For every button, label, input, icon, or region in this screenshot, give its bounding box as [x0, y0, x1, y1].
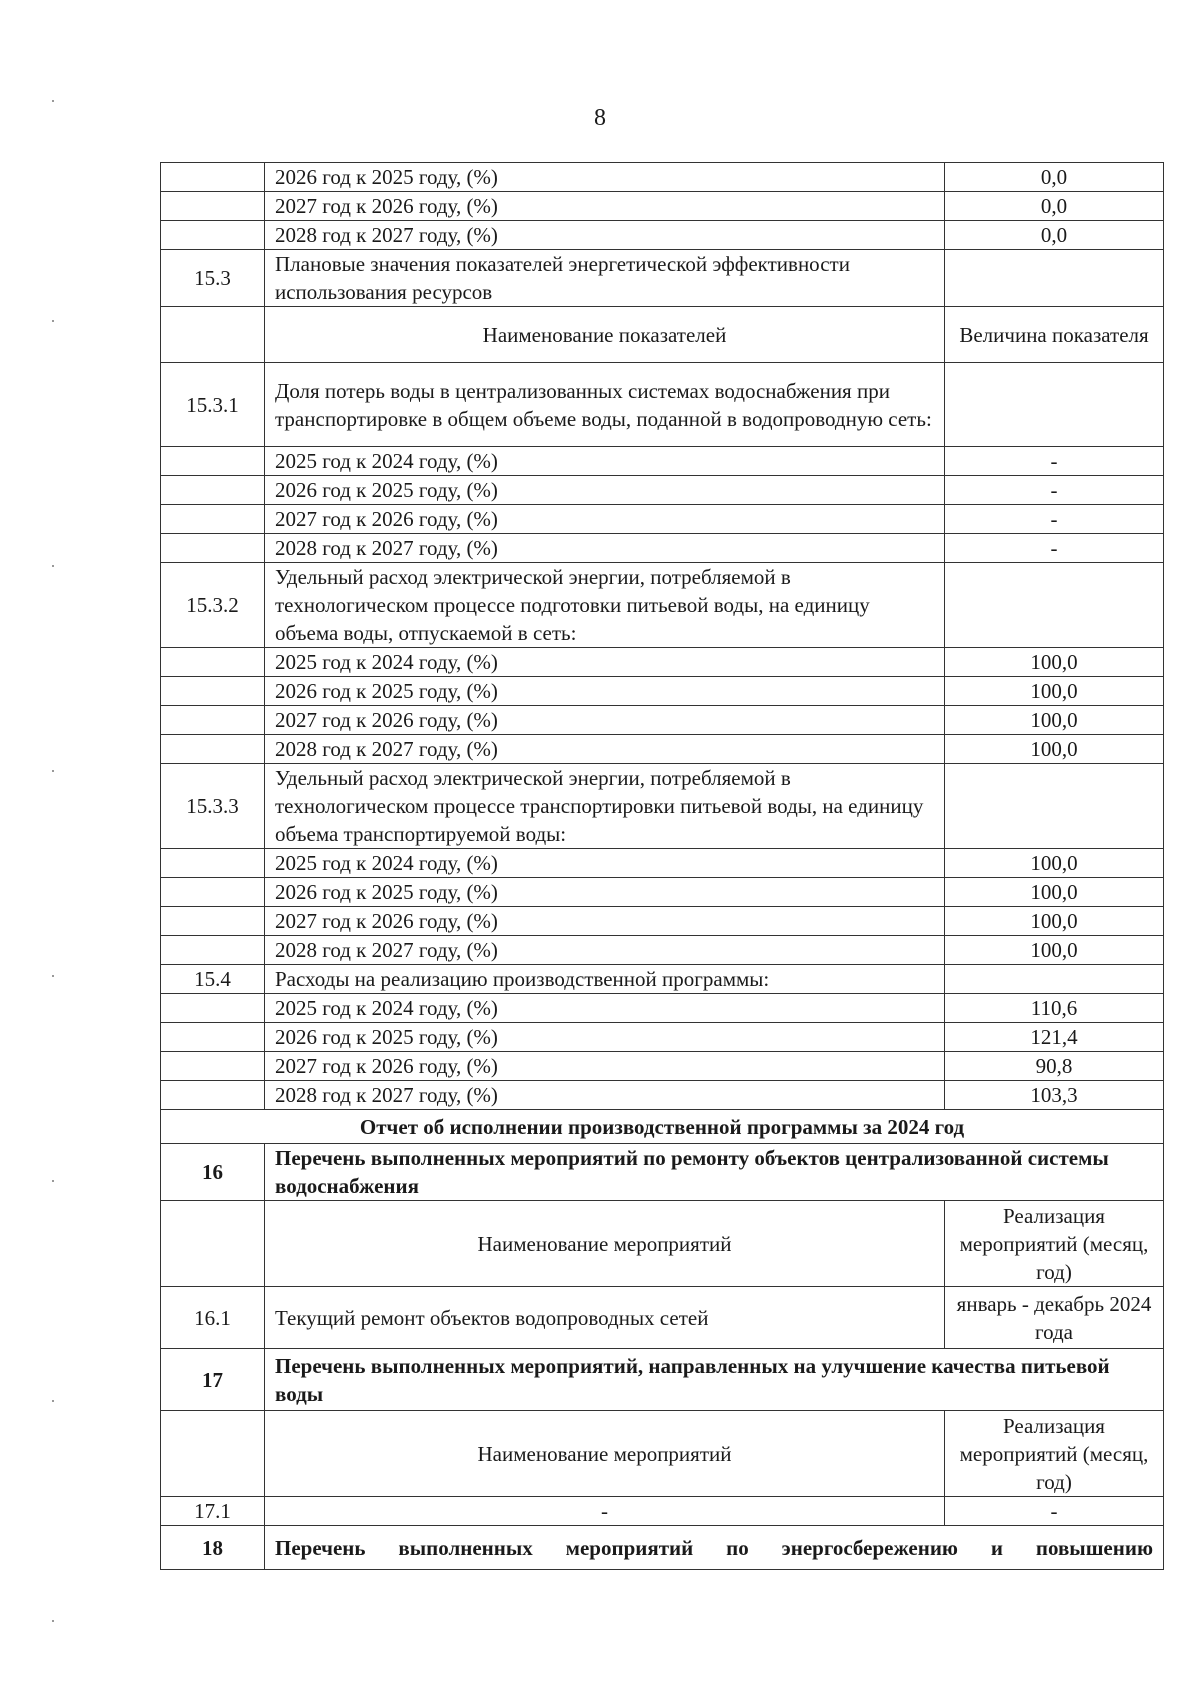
table-row — [161, 1287, 1164, 1349]
table-row — [161, 1052, 1164, 1081]
indicator-name: 2028 год к 2027 году, (%) — [265, 1081, 945, 1110]
indicator-value: январь - декабрь 2024 года — [945, 1287, 1164, 1349]
item-number: 15.3.3 — [161, 764, 265, 849]
item-number — [161, 936, 265, 965]
table-row — [161, 1497, 1164, 1526]
table-row — [161, 1526, 1164, 1570]
item-number — [161, 1052, 265, 1081]
indicator-value: 100,0 — [945, 706, 1164, 735]
item-number — [161, 1411, 265, 1497]
column-header-value: Реализация мероприятий (месяц, год) — [945, 1201, 1164, 1287]
indicator-name: Удельный расход электрической энергии, потребляемой в технологическом процессе транспортировки питьевой воды, на единицу объема транспортируемой воды: — [265, 764, 945, 849]
scan-speck — [52, 1620, 54, 1622]
indicator-name: 2028 год к 2027 году, (%) — [265, 534, 945, 563]
table-row — [161, 1411, 1164, 1497]
item-number: 15.4 — [161, 965, 265, 994]
table-row — [161, 878, 1164, 907]
table-row — [161, 534, 1164, 563]
table-row — [161, 563, 1164, 648]
table-row — [161, 1023, 1164, 1052]
item-number: 15.3 — [161, 250, 265, 307]
table-row — [161, 476, 1164, 505]
indicator-name: 2027 год к 2026 году, (%) — [265, 907, 945, 936]
table-row — [161, 965, 1164, 994]
table-row — [161, 936, 1164, 965]
item-number: 15.3.1 — [161, 363, 265, 447]
indicator-name: 2026 год к 2025 году, (%) — [265, 878, 945, 907]
table-row — [161, 221, 1164, 250]
indicator-name: 2028 год к 2027 году, (%) — [265, 221, 945, 250]
table-row — [161, 849, 1164, 878]
scan-speck — [52, 1180, 54, 1182]
item-number — [161, 849, 265, 878]
item-number — [161, 1023, 265, 1052]
section-title: Перечень выполненных мероприятий, направленных на улучшение качества питьевой воды — [265, 1349, 1164, 1411]
table-row — [161, 163, 1164, 192]
item-number — [161, 505, 265, 534]
table-row — [161, 735, 1164, 764]
indicator-value: 110,6 — [945, 994, 1164, 1023]
item-number — [161, 907, 265, 936]
item-number — [161, 1081, 265, 1110]
indicator-value: 100,0 — [945, 735, 1164, 764]
indicator-name: 2027 год к 2026 году, (%) — [265, 192, 945, 221]
indicator-name: 2028 год к 2027 году, (%) — [265, 735, 945, 764]
table-row — [161, 648, 1164, 677]
column-header-name: Наименование показателей — [265, 307, 945, 363]
indicator-name: Удельный расход электрической энергии, потребляемой в технологическом процессе подготовки питьевой воды, на единицу объема воды, отпускаемой в сеть: — [265, 563, 945, 648]
section-title: Перечень выполненных мероприятий по энергосбережению и повышению — [265, 1526, 1164, 1570]
table-row — [161, 1144, 1164, 1201]
column-header-name: Наименование мероприятий — [265, 1201, 945, 1287]
item-number — [161, 994, 265, 1023]
indicator-name: 2025 год к 2024 году, (%) — [265, 447, 945, 476]
table-row — [161, 1201, 1164, 1287]
indicator-name: 2028 год к 2027 году, (%) — [265, 936, 945, 965]
indicator-name: 2025 год к 2024 году, (%) — [265, 849, 945, 878]
page-number: 8 — [594, 105, 606, 131]
scan-speck — [52, 770, 54, 772]
indicator-value: 121,4 — [945, 1023, 1164, 1052]
measure-name: - — [265, 1497, 945, 1526]
indicator-value — [945, 563, 1164, 648]
indicator-value — [945, 965, 1164, 994]
indicator-name: 2026 год к 2025 году, (%) — [265, 1023, 945, 1052]
scan-speck — [52, 320, 54, 322]
indicator-value: 90,8 — [945, 1052, 1164, 1081]
indicator-value: 100,0 — [945, 907, 1164, 936]
indicator-name: Расходы на реализацию производственной программы: — [265, 965, 945, 994]
table-row — [161, 677, 1164, 706]
indicator-value: 100,0 — [945, 677, 1164, 706]
indicator-name: 2026 год к 2025 году, (%) — [265, 476, 945, 505]
measure-value: - — [945, 1497, 1164, 1526]
column-header-value: Величина показателя — [945, 307, 1164, 363]
indicator-value: 100,0 — [945, 936, 1164, 965]
table-row — [161, 250, 1164, 307]
indicator-name: 2025 год к 2024 году, (%) — [265, 648, 945, 677]
indicator-name: 2026 год к 2025 году, (%) — [265, 163, 945, 192]
item-number — [161, 677, 265, 706]
section-title: Перечень выполненных мероприятий по ремонту объектов централизованной системы водоснабжения — [265, 1144, 1164, 1201]
item-number: 17 — [161, 1349, 265, 1411]
indicator-value: - — [945, 476, 1164, 505]
item-number — [161, 648, 265, 677]
item-number — [161, 735, 265, 764]
table-row — [161, 994, 1164, 1023]
column-header-value: Реализация мероприятий (месяц, год) — [945, 1411, 1164, 1497]
item-number — [161, 534, 265, 563]
indicator-value: - — [945, 505, 1164, 534]
item-number — [161, 192, 265, 221]
scan-speck — [52, 100, 54, 102]
item-number: 17.1 — [161, 1497, 265, 1526]
table-row — [161, 363, 1164, 447]
table-row — [161, 1110, 1164, 1144]
indicator-value — [945, 250, 1164, 307]
table-row — [161, 706, 1164, 735]
table-row — [161, 764, 1164, 849]
item-number: 16.1 — [161, 1287, 265, 1349]
indicator-value — [945, 764, 1164, 849]
scan-speck — [52, 565, 54, 567]
indicator-value: 103,3 — [945, 1081, 1164, 1110]
indicators-table — [160, 162, 1164, 1570]
indicator-value: 0,0 — [945, 163, 1164, 192]
indicator-value — [945, 363, 1164, 447]
indicator-name: Плановые значения показателей энергетической эффективности использования ресурсов — [265, 250, 945, 307]
item-number — [161, 307, 265, 363]
indicator-name: 2025 год к 2024 году, (%) — [265, 994, 945, 1023]
scan-speck — [52, 1400, 54, 1402]
item-number — [161, 163, 265, 192]
indicator-name: 2026 год к 2025 году, (%) — [265, 677, 945, 706]
indicator-name: Доля потерь воды в централизованных системах водоснабжения при транспортировке в общем объеме воды, поданной в водопроводную сеть: — [265, 363, 945, 447]
table-row — [161, 307, 1164, 363]
table-row — [161, 505, 1164, 534]
indicator-name: 2027 год к 2026 году, (%) — [265, 505, 945, 534]
indicator-value: - — [945, 447, 1164, 476]
item-number: 16 — [161, 1144, 265, 1201]
indicator-value: 0,0 — [945, 221, 1164, 250]
indicator-value: 0,0 — [945, 192, 1164, 221]
section-heading: Отчет об исполнении производственной программы за 2024 год — [161, 1110, 1164, 1144]
table-row — [161, 192, 1164, 221]
item-number — [161, 706, 265, 735]
item-number — [161, 447, 265, 476]
column-header-name: Наименование мероприятий — [265, 1411, 945, 1497]
table-row — [161, 1081, 1164, 1110]
item-number — [161, 1201, 265, 1287]
scan-speck — [52, 975, 54, 977]
item-number — [161, 476, 265, 505]
indicator-value: 100,0 — [945, 648, 1164, 677]
table-row — [161, 1349, 1164, 1411]
item-number: 15.3.2 — [161, 563, 265, 648]
indicator-value: - — [945, 534, 1164, 563]
indicator-value: 100,0 — [945, 849, 1164, 878]
indicator-name: 2027 год к 2026 году, (%) — [265, 706, 945, 735]
table-row — [161, 447, 1164, 476]
table-row — [161, 907, 1164, 936]
indicator-name: Текущий ремонт объектов водопроводных сетей — [265, 1287, 945, 1349]
item-number: 18 — [161, 1526, 265, 1570]
indicator-value: 100,0 — [945, 878, 1164, 907]
indicator-name: 2027 год к 2026 году, (%) — [265, 1052, 945, 1081]
item-number — [161, 221, 265, 250]
item-number — [161, 878, 265, 907]
